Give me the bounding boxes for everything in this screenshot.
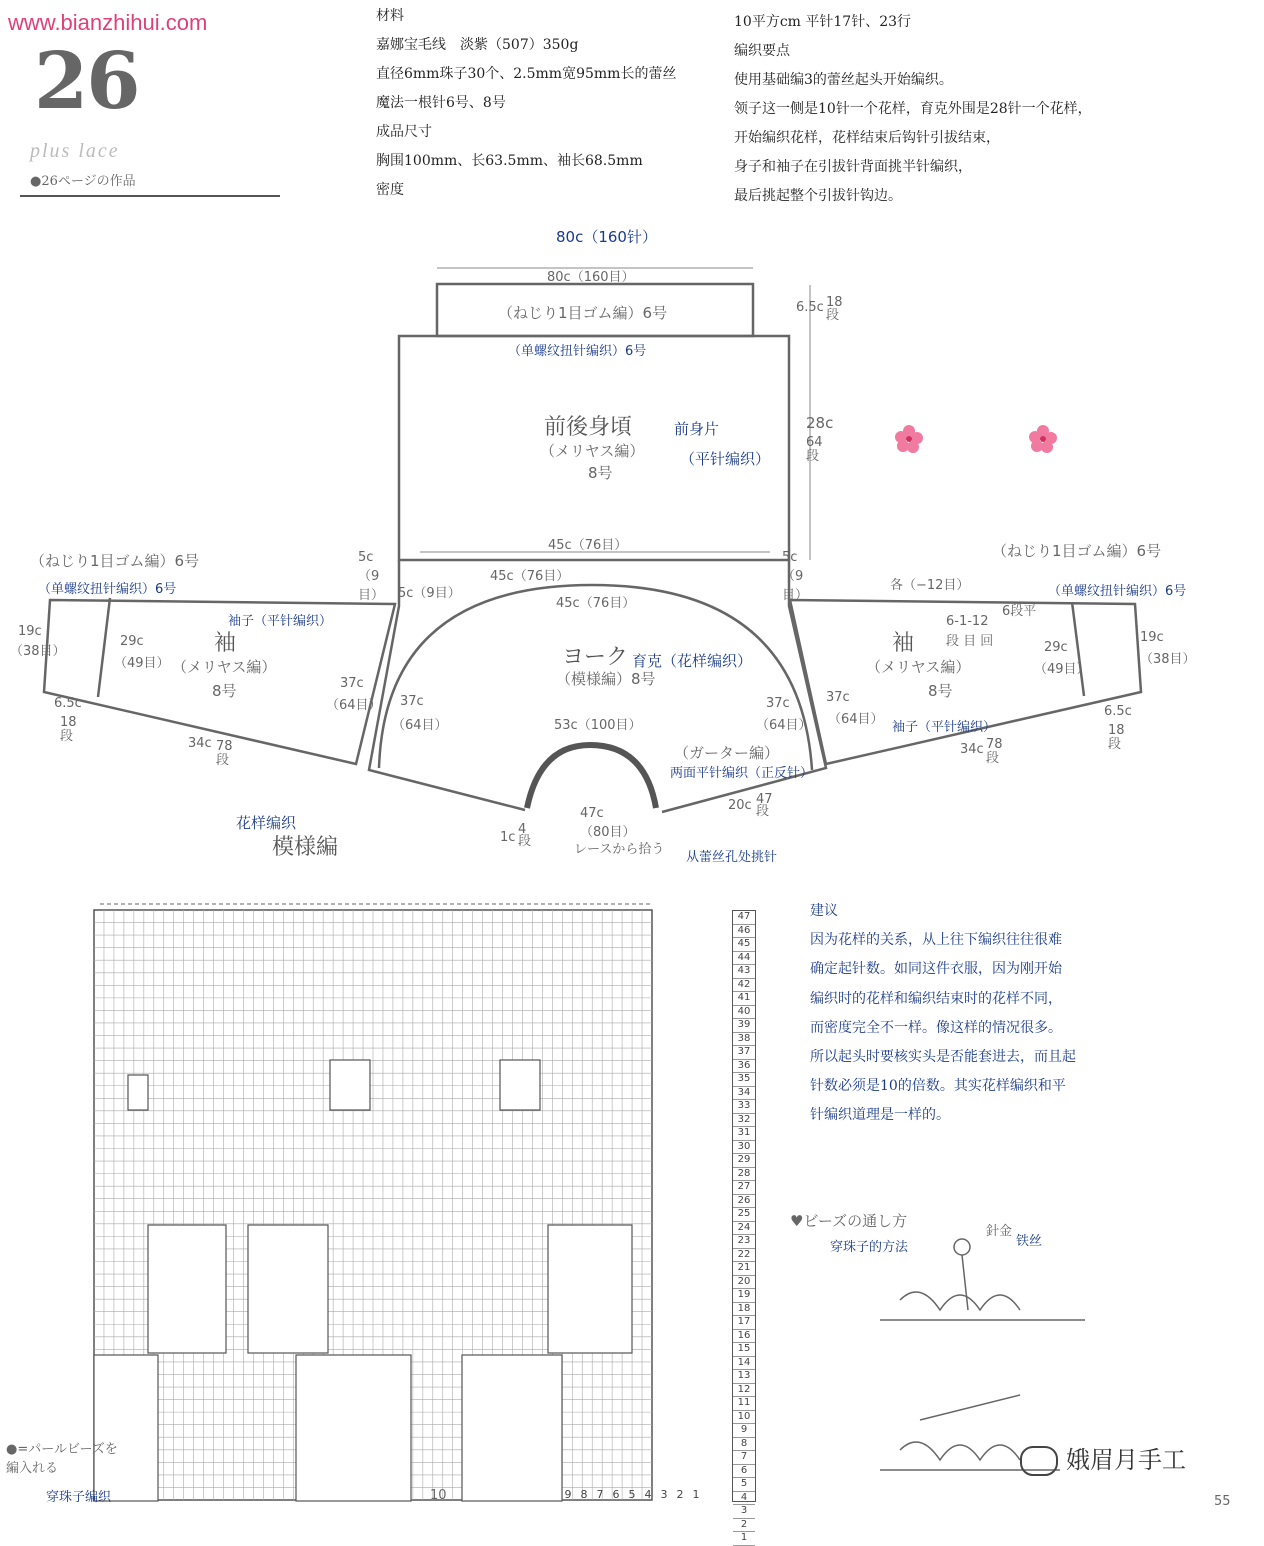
left-upper-width: 29c [120, 634, 144, 649]
chart-blank-area [148, 1225, 226, 1353]
bead-method-title: ♥ビーズの通し方 [790, 1212, 908, 1230]
row-number: 6 [733, 1465, 755, 1479]
materials-line: 成品尺寸 [376, 124, 432, 140]
row-number: 1 [733, 1532, 755, 1546]
column-number: 5 [628, 1488, 636, 1501]
bead-legend: ●=パールビーズを 編入れる [6, 1442, 118, 1476]
row-number: 37 [733, 1046, 755, 1060]
column-number: 9 [564, 1488, 572, 1501]
notes-line: 领子这一侧是10针一个花样，育克外围是28针一个花样， [734, 101, 1092, 117]
column-number: 6 [612, 1488, 620, 1501]
right-decrease-rule: 6-1-12 [946, 614, 989, 629]
row-number: 5 [733, 1478, 755, 1492]
pattern-title-cn: 花样编织 [236, 814, 297, 832]
right-flat-rows: 6段平 [1002, 604, 1037, 619]
row-number: 9 [733, 1424, 755, 1438]
left-sleeve-length: 34c [188, 736, 212, 751]
right-sleeve-length: 34c [960, 742, 984, 757]
left-sleeve-stitch: （メリヤス編） [172, 658, 277, 676]
row-number: 17 [733, 1316, 755, 1330]
right-cuff-rows: （38目） [1140, 652, 1196, 667]
left-sleeve-side-rows: （64目） [326, 698, 382, 713]
rib-rows: 18段 [826, 295, 843, 323]
advice-line: 而密度完全不一样。像这样的情况很多。 [810, 1019, 1062, 1036]
rib-height: 6.5c [796, 300, 824, 315]
rib-top-label: （ねじり1目ゴム編）6号 [498, 304, 668, 322]
body-title: 前後身頃 [544, 415, 633, 440]
row-number: 29 [733, 1154, 755, 1168]
row-number: 38 [733, 1033, 755, 1047]
chart-blank-area [94, 1355, 158, 1501]
wire-cn: 铁丝 [1016, 1234, 1043, 1249]
page-number: 55 [1214, 1494, 1231, 1509]
right-sleeve-rib: （ねじり1目ゴム編）6号 [992, 542, 1162, 560]
body-stitch: （メリヤス編） [540, 442, 645, 460]
right-rib-height: 6.5c [1104, 704, 1132, 719]
notes-line: 最后挑起整个引拔针钩边。 [734, 188, 902, 204]
left-sleeve-title: 袖 [214, 631, 237, 656]
row-number: 26 [733, 1195, 755, 1209]
row-number: 21 [733, 1262, 755, 1276]
bead-legend-cn: 穿珠子编织 [46, 1490, 112, 1505]
right-sleeve-side-rows: （64目） [828, 712, 884, 727]
neck-width: 53c（100目） [554, 718, 642, 733]
row-number: 23 [733, 1235, 755, 1249]
bead-method-cn: 穿珠子的方法 [830, 1240, 909, 1255]
row-number: 13 [733, 1370, 755, 1384]
column-number: 7 [596, 1488, 604, 1501]
right-sleeve-title: 袖 [892, 631, 915, 656]
lace-jp: レースから拾う [574, 842, 665, 857]
row-number: 33 [733, 1100, 755, 1114]
left-sleeve-side: 37c [340, 676, 364, 691]
wire-label: 針金 [986, 1224, 1013, 1239]
column-number: 1 [692, 1488, 700, 1501]
yoke-side-left-rows: （64目） [392, 718, 448, 733]
lace-cn: 从蕾丝孔处挑针 [686, 850, 778, 865]
right-sleeve-rib-cn: （单螺纹扭针编织）6号 [1048, 584, 1187, 599]
watermark: www.bianzhihui.com [8, 10, 208, 35]
column-number: 3 [660, 1488, 668, 1501]
yoke-stitch: （模様編）8号 [556, 670, 656, 688]
advice-block [810, 897, 1150, 1131]
row-number: 44 [733, 952, 755, 966]
top-width-label: 80c（160目） [547, 270, 635, 285]
chart-blank-area [500, 1060, 540, 1110]
notes-line: 10平方cm 平针17针、23行 [734, 14, 912, 30]
right-sleeve-cn: 袖子（平针编织） [892, 720, 997, 735]
bead-illustration [880, 1239, 1085, 1470]
advice-line: 针编织道理是一样的。 [810, 1107, 950, 1124]
notes-line: 身子和袖子在引拔针背面挑半针编织， [734, 159, 972, 175]
row-number: 31 [733, 1127, 755, 1141]
top-width-cn: 80c（160针） [556, 228, 657, 246]
row-number: 30 [733, 1141, 755, 1155]
left-sleeve-top: 5c（9目） [398, 586, 461, 601]
yoke-side-right: 37c [766, 696, 790, 711]
pattern-number: 26 [34, 36, 139, 127]
chart-blank-area [548, 1225, 632, 1353]
left-sleeve-length-rows: 78段 [216, 739, 233, 768]
body-needle: 8号 [588, 464, 613, 482]
right-sleeve-stitch: （メリヤス編） [866, 658, 971, 676]
advice-line: 针数必须是10的倍数。其实花样编织和平 [810, 1078, 1066, 1095]
side-left-label: 5c（9目） [358, 550, 385, 603]
materials-line: 直径6mm珠子30个、2.5mm宽95mm长的蕾丝 [376, 66, 677, 82]
row-number: 39 [733, 1019, 755, 1033]
right-sleeve-length-rows: 78段 [986, 737, 1003, 766]
subtitle: plus lace [30, 140, 120, 162]
right-decrease: 各（−12目） [890, 578, 970, 593]
right-cuff-line [1072, 602, 1084, 696]
row-number: 27 [733, 1181, 755, 1195]
row-number: 36 [733, 1060, 755, 1074]
wechat-brand [1020, 1440, 1186, 1476]
column-number: 4 [644, 1488, 652, 1501]
rib-top-cn: （单螺纹扭针编织）6号 [508, 344, 647, 359]
advice-line: 编织时的花样和编织结束时的花样不同， [810, 990, 1062, 1007]
column-number: 2 [676, 1488, 684, 1501]
right-upper-width: 29c [1044, 640, 1068, 655]
materials-line: 胸围100mm、长63.5mm、袖长68.5mm [376, 153, 643, 169]
body-cn-stitch: （平针编织） [680, 450, 771, 468]
row-number: 43 [733, 965, 755, 979]
row-number: 41 [733, 992, 755, 1006]
row-number: 22 [733, 1249, 755, 1263]
right-decrease-units: 段 目 回 [946, 634, 994, 649]
row-number: 11 [733, 1397, 755, 1411]
materials-line: 材料 [376, 8, 404, 24]
right-cuff-width: 19c [1140, 630, 1164, 645]
flower-icon [1028, 424, 1058, 454]
body-rows: 64段 [806, 435, 823, 464]
row-number: 25 [733, 1208, 755, 1222]
yoke-cn: 育克（花样编织） [632, 652, 753, 670]
right-upper-rows: （49目） [1034, 662, 1090, 677]
advice-title: 建议 [810, 903, 838, 919]
body-bottom-width: 45c（76目） [548, 538, 628, 553]
right-sleeve-side: 37c [826, 690, 850, 705]
neck-lace-width: 47c（80目） [580, 806, 636, 840]
notes-line: 编织要点 [734, 43, 790, 59]
row-number: 3 [733, 1505, 755, 1519]
notes-line: 使用基础编3的蕾丝起头开始编织。 [734, 72, 953, 88]
column-labels [560, 1488, 710, 1502]
garter-label: （ガーター編） [674, 744, 780, 762]
row-number: 8 [733, 1438, 755, 1452]
row-number: 47 [733, 911, 755, 925]
left-rib-height: 6.5c [54, 696, 82, 711]
notes-line: 开始编织花样，花样结束后钩针引拔结束， [734, 130, 1000, 146]
row-number: 40 [733, 1006, 755, 1020]
center-column-label: 10 [430, 1488, 447, 1503]
chart-blank-area [248, 1225, 328, 1353]
body-cn-title: 前身片 [674, 420, 720, 438]
left-sleeve-rib-cn: （单螺纹扭针编织）6号 [38, 582, 177, 597]
chart-blank-area [128, 1075, 148, 1110]
advice-line: 确定起针数。如同这件衣服，因为刚开始 [810, 961, 1062, 978]
chart-blank-area [296, 1355, 411, 1501]
right-rib-rows: 18段 [1108, 723, 1125, 752]
materials-line: 嘉娜宝毛线 淡紫（507）350g [376, 37, 579, 53]
row-number: 15 [733, 1343, 755, 1357]
row-number: 19 [733, 1289, 755, 1303]
row-number: 24 [733, 1222, 755, 1236]
yoke-right-rows: 47段 [756, 792, 773, 819]
row-number: 32 [733, 1114, 755, 1128]
wechat-icon [1020, 1446, 1058, 1476]
edge-width: 1c [500, 830, 516, 845]
row-number: 20 [733, 1276, 755, 1290]
row-number: 46 [733, 925, 755, 939]
left-rib-rows: 18段 [60, 715, 77, 744]
chart-blank-area [330, 1060, 370, 1110]
row-number: 34 [733, 1087, 755, 1101]
left-upper-rows: （49目） [114, 656, 170, 671]
left-sleeve-rib: （ねじり1目ゴム編）6号 [30, 552, 200, 570]
yoke-arc-width: 45c（76目） [556, 596, 636, 611]
row-number: 12 [733, 1384, 755, 1398]
materials-line: 密度 [376, 182, 404, 198]
row-number: 10 [733, 1411, 755, 1425]
row-number: 16 [733, 1330, 755, 1344]
garter-cn: 两面平针编织（正反针） [670, 766, 814, 781]
row-number-column [732, 910, 756, 1543]
side-right-label: 5c（9目） [782, 550, 809, 603]
page-reference: ●26ページの作品 [30, 174, 136, 189]
chart-blank-area [462, 1355, 562, 1501]
row-number: 42 [733, 979, 755, 993]
flower-icon [894, 424, 924, 454]
left-cuff-line [98, 598, 110, 697]
row-number: 4 [733, 1492, 755, 1506]
left-sleeve-needle: 8号 [212, 682, 237, 700]
left-cuff-rows: （38目） [10, 644, 66, 659]
row-number: 7 [733, 1451, 755, 1465]
yoke-side-right-rows: （64目） [756, 718, 812, 733]
column-number: 8 [580, 1488, 588, 1501]
yoke-title: ヨーク [562, 645, 629, 670]
yoke-right-depth: 20c [728, 798, 752, 813]
row-number: 28 [733, 1168, 755, 1182]
wechat-name: 娥眉月手工 [1066, 1446, 1186, 1474]
row-number: 45 [733, 938, 755, 952]
neck-arc [527, 745, 656, 808]
advice-line: 因为花样的关系，从上往下编织往往很难 [810, 932, 1062, 949]
row-number: 18 [733, 1303, 755, 1317]
edge-rows: 4段 [518, 822, 532, 849]
advice-line: 所以起头时要核实头是否能套进去，而且起 [810, 1049, 1076, 1066]
materials-line: 魔法一根针6号、8号 [376, 95, 506, 111]
row-number: 2 [733, 1519, 755, 1533]
row-number: 14 [733, 1357, 755, 1371]
right-sleeve-needle: 8号 [928, 682, 953, 700]
body-height: 28c [806, 414, 834, 432]
yoke-top-width: 45c（76目） [490, 569, 570, 584]
left-sleeve-cn: 袖子（平针编织） [228, 614, 333, 629]
yoke-side-left: 37c [400, 694, 424, 709]
left-cuff-width: 19c [18, 624, 42, 639]
row-number: 35 [733, 1073, 755, 1087]
pattern-title-jp: 模様編 [272, 835, 339, 860]
